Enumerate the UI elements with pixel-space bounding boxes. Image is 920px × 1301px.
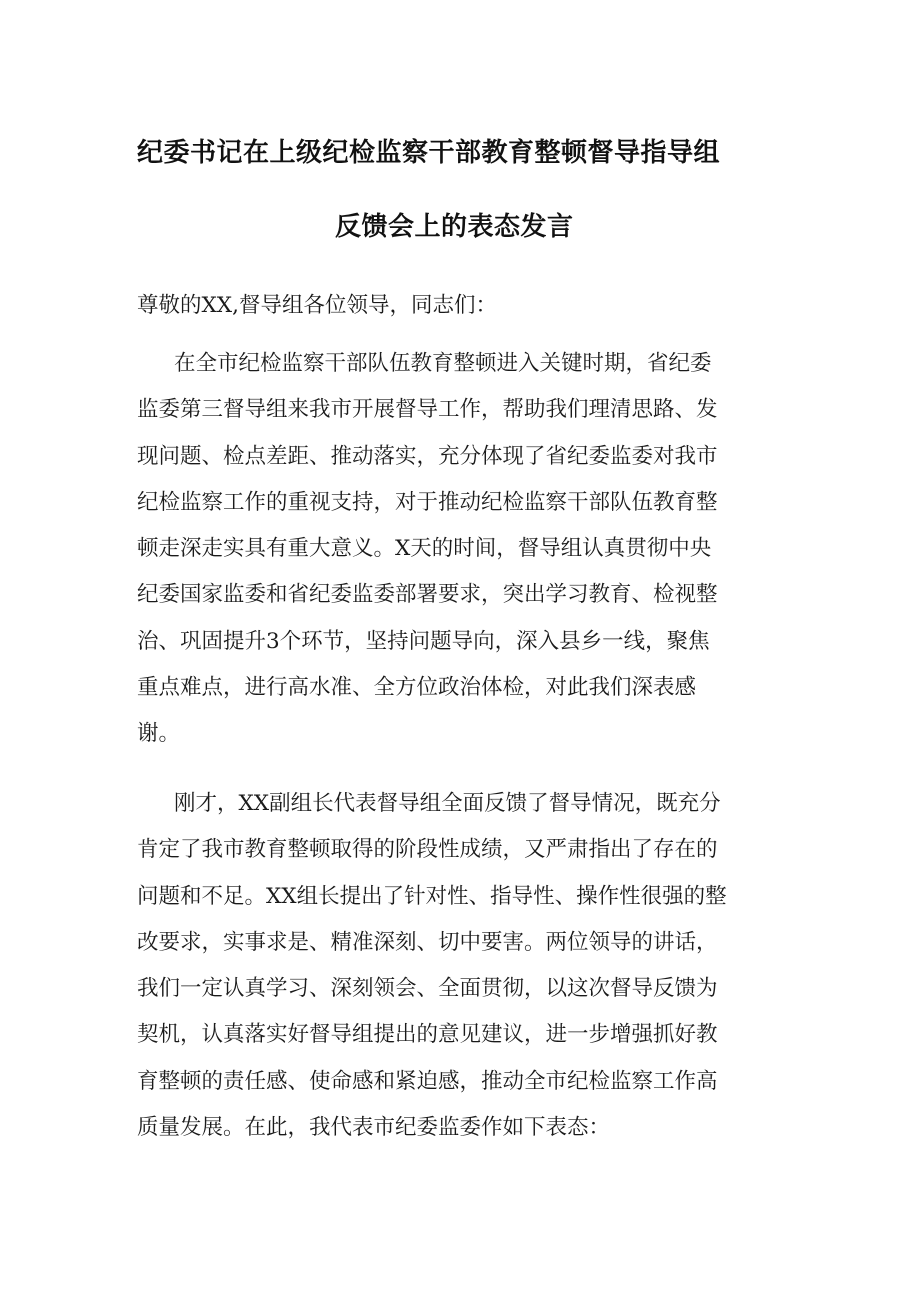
document-title-line-2: 反馈会上的表态发言 — [335, 212, 574, 242]
paragraph-line: 谢。 — [137, 721, 181, 747]
paragraph-line: 重点难点，进行高水准、全方位政治体检，对此我们深表感 — [137, 675, 697, 701]
paragraph-line: 刚才，XX副组长代表督导组全面反馈了督导情况，既充分 — [174, 791, 721, 816]
paragraph-line: 我们一定认真学习、深刻领会、全面贯彻，以这次督导反馈为 — [137, 976, 718, 1002]
paragraph-line: 纪检监察工作的重视支持，对于推动纪检监察干部队伍教育整 — [137, 489, 718, 515]
paragraph-line: 契机，认真落实好督导组提出的意见建议，进一步增强抓好教 — [137, 1022, 718, 1048]
paragraph-line: 改要求，实事求是、精准深刻、切中要害。两位领导的讲话， — [137, 929, 718, 955]
paragraph-line: 监委第三督导组来我市开展督导工作，帮助我们理清思路、发 — [137, 397, 718, 423]
paragraph-line: 育整顿的责任感、使命感和紧迫感，推动全市纪检监察工作高 — [137, 1068, 718, 1094]
paragraph-1 — [137, 341, 777, 758]
paragraph-line: 质量发展。在此，我代表市纪委监委作如下表态： — [137, 1115, 611, 1141]
document-title-line-1: 纪委书记在上级纪检监察干部教育整顿督导指导组 — [137, 138, 721, 168]
salutation: 尊敬的XX,督导组各位领导，同志们： — [137, 293, 497, 318]
paragraph-line: 问题和不足。XX组长提出了针对性、指导性、操作性很强的整 — [137, 883, 727, 909]
paragraph-line: 现问题、检点差距、推动落实，充分体现了省纪委监委对我市 — [137, 443, 718, 469]
paragraph-line: 肯定了我市教育整顿取得的阶段性成绩，又严肃指出了存在的 — [137, 837, 718, 863]
paragraph-line: 顿走深走实具有重大意义。X天的时间，督导组认真贯彻中央 — [137, 536, 712, 562]
paragraph-line: 在全市纪检监察干部队伍教育整顿进入关键时期，省纪委 — [174, 351, 712, 376]
paragraph-line: 纪委国家监委和省纪委监委部署要求，突出学习教育、检视整 — [137, 582, 718, 608]
paragraph-2 — [137, 781, 777, 1151]
paragraph-line: 治、巩固提升3个环节，坚持问题导向，深入县乡一线，聚焦 — [137, 628, 710, 654]
